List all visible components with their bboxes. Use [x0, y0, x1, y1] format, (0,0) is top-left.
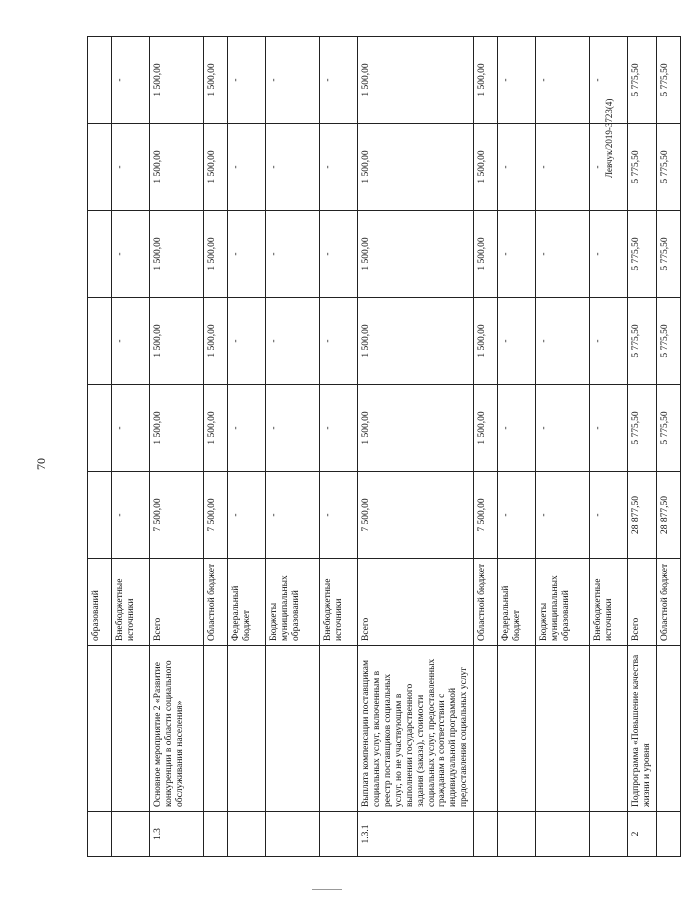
table-cell: -: [228, 472, 266, 559]
table-row: [628, 37, 657, 857]
table-cell: -: [266, 37, 320, 124]
table-cell: -: [228, 298, 266, 385]
table-cell: 7 500,00: [150, 472, 204, 559]
table-cell: Основное мероприятие 2 «Развитие конкуренции в области социального обслуживания населения»: [150, 646, 204, 812]
table-cell: [266, 812, 320, 857]
table-cell: [536, 646, 590, 812]
table-cell: [657, 812, 681, 857]
table-cell: [88, 385, 112, 472]
table-cell: -: [590, 472, 628, 559]
table-cell: Выплата компенсации поставщикам социальных услуг, включенным в реестр поставщиков социальных услуг, но не участвующим в выполнении государственного задания (заказа), стоимости социальных услуг, предоставленных гражданам в соответствии с индивидуальной программой предоставления социальных услуг: [358, 646, 474, 812]
table-cell: [88, 211, 112, 298]
table-cell: 1 500,00: [474, 385, 498, 472]
table-cell: [320, 646, 358, 812]
table-cell: [590, 812, 628, 857]
table-cell: [228, 812, 266, 857]
table-row: [204, 37, 228, 857]
table-cell: 1 500,00: [358, 124, 474, 211]
table-cell: -: [498, 472, 536, 559]
table-cell: Внебюджетные источники: [112, 559, 150, 646]
table-row: [474, 37, 498, 857]
table-cell: -: [590, 298, 628, 385]
table-cell: 5 775,50: [628, 37, 657, 124]
table-cell: -: [320, 385, 358, 472]
table-cell: 5 775,50: [628, 298, 657, 385]
table-cell: -: [266, 472, 320, 559]
table-cell: [228, 646, 266, 812]
table-cell: 5 775,50: [628, 385, 657, 472]
table-cell: образований: [88, 559, 112, 646]
table-cell: 28 877,50: [657, 472, 681, 559]
table-cell: -: [536, 124, 590, 211]
table-row: [657, 37, 681, 857]
table-cell: [88, 298, 112, 385]
table-cell: Областной бюджет: [204, 559, 228, 646]
table-cell: [204, 646, 228, 812]
table-cell: -: [228, 37, 266, 124]
table-cell: Всего: [358, 559, 474, 646]
table-cell: -: [590, 37, 628, 124]
table-cell: -: [112, 124, 150, 211]
table-cell: Всего: [150, 559, 204, 646]
table-cell: 1 500,00: [204, 124, 228, 211]
table-cell: -: [320, 124, 358, 211]
table-cell: [88, 37, 112, 124]
table-cell: -: [536, 298, 590, 385]
table-cell: [474, 812, 498, 857]
page-number: 70: [34, 458, 48, 470]
table-cell: [266, 646, 320, 812]
table-cell: [88, 812, 112, 857]
budget-table: [87, 36, 681, 857]
table-cell: -: [266, 211, 320, 298]
table-cell: 5 775,50: [657, 211, 681, 298]
document-id: Левчук/2019-3723(4): [604, 98, 614, 178]
table-cell: 5 775,50: [657, 298, 681, 385]
table-cell: 1 500,00: [150, 385, 204, 472]
table-cell: -: [590, 124, 628, 211]
table-cell: 1 500,00: [204, 37, 228, 124]
table-cell: -: [266, 298, 320, 385]
table-cell: [536, 812, 590, 857]
table-cell: [112, 646, 150, 812]
table-cell: 1.3: [150, 812, 204, 857]
table-cell: 1 500,00: [358, 211, 474, 298]
table-cell: -: [498, 37, 536, 124]
table-cell: -: [112, 472, 150, 559]
table-cell: Областной бюджет: [474, 559, 498, 646]
table-cell: 5 775,50: [657, 37, 681, 124]
table-cell: [88, 646, 112, 812]
table-row: [590, 37, 628, 857]
table-cell: [590, 646, 628, 812]
table-cell: -: [498, 211, 536, 298]
table-row: [112, 37, 150, 857]
table-cell: [474, 646, 498, 812]
table-cell: -: [498, 298, 536, 385]
table-cell: -: [536, 472, 590, 559]
table-cell: 7 500,00: [204, 472, 228, 559]
table-cell: 1 500,00: [204, 385, 228, 472]
table-cell: 1 500,00: [474, 298, 498, 385]
table-cell: 7 500,00: [474, 472, 498, 559]
table-cell: Областной бюджет: [657, 559, 681, 646]
table-cell: 5 775,50: [628, 211, 657, 298]
table-cell: 1.3.1: [358, 812, 474, 857]
table-row: [266, 37, 320, 857]
table-cell: [204, 812, 228, 857]
table-cell: 1 500,00: [150, 124, 204, 211]
table-cell: -: [590, 385, 628, 472]
table-cell: -: [498, 124, 536, 211]
table-cell: 5 775,50: [628, 124, 657, 211]
table-row: [536, 37, 590, 857]
table-cell: 5 775,50: [657, 124, 681, 211]
table-cell: -: [320, 211, 358, 298]
bottom-divider: [312, 889, 342, 890]
table-cell: -: [536, 385, 590, 472]
table-row: [88, 37, 112, 857]
table-cell: 1 500,00: [150, 37, 204, 124]
table-cell: 5 775,50: [657, 385, 681, 472]
table-cell: 1 500,00: [204, 298, 228, 385]
table-cell: [88, 124, 112, 211]
table-row: [358, 37, 474, 857]
table-cell: -: [112, 211, 150, 298]
table-cell: 2: [628, 812, 657, 857]
table-cell: -: [320, 37, 358, 124]
table-cell: [88, 472, 112, 559]
table-cell: 28 877,50: [628, 472, 657, 559]
table-cell: -: [536, 37, 590, 124]
table-cell: 1 500,00: [150, 211, 204, 298]
table-cell: 1 500,00: [204, 211, 228, 298]
table-cell: -: [536, 211, 590, 298]
table-cell: -: [498, 385, 536, 472]
table-cell: -: [112, 37, 150, 124]
table-cell: Бюджеты муниципальных образований: [536, 559, 590, 646]
table-cell: 7 500,00: [358, 472, 474, 559]
table-cell: Федеральный бюджет: [228, 559, 266, 646]
table-cell: -: [228, 124, 266, 211]
table-cell: -: [266, 124, 320, 211]
table-cell: -: [320, 472, 358, 559]
table-cell: 1 500,00: [474, 124, 498, 211]
table-cell: -: [112, 385, 150, 472]
table-cell: [320, 812, 358, 857]
table-cell: Бюджеты муниципальных образований: [266, 559, 320, 646]
table-cell: 1 500,00: [474, 37, 498, 124]
table-cell: [498, 646, 536, 812]
table-cell: Федеральный бюджет: [498, 559, 536, 646]
table-cell: 1 500,00: [358, 37, 474, 124]
table-cell: -: [228, 385, 266, 472]
table-cell: Внебюджетные источники: [320, 559, 358, 646]
table-cell: 1 500,00: [358, 298, 474, 385]
table-row: [150, 37, 204, 857]
table-cell: 1 500,00: [150, 298, 204, 385]
table-cell: -: [320, 298, 358, 385]
table-cell: -: [590, 211, 628, 298]
table-row: [228, 37, 266, 857]
table-cell: -: [228, 211, 266, 298]
table-row: [320, 37, 358, 857]
table-cell: [657, 646, 681, 812]
table-cell: [498, 812, 536, 857]
table-cell: [112, 812, 150, 857]
table-cell: Всего: [628, 559, 657, 646]
table-cell: Внебюджетные источники: [590, 559, 628, 646]
table-cell: 1 500,00: [474, 211, 498, 298]
table-cell: -: [266, 385, 320, 472]
table-cell: -: [112, 298, 150, 385]
table-cell: 1 500,00: [358, 385, 474, 472]
table-cell: Подпрограмма «Повышение качества жизни и уровня: [628, 646, 657, 812]
table-row: [498, 37, 536, 857]
